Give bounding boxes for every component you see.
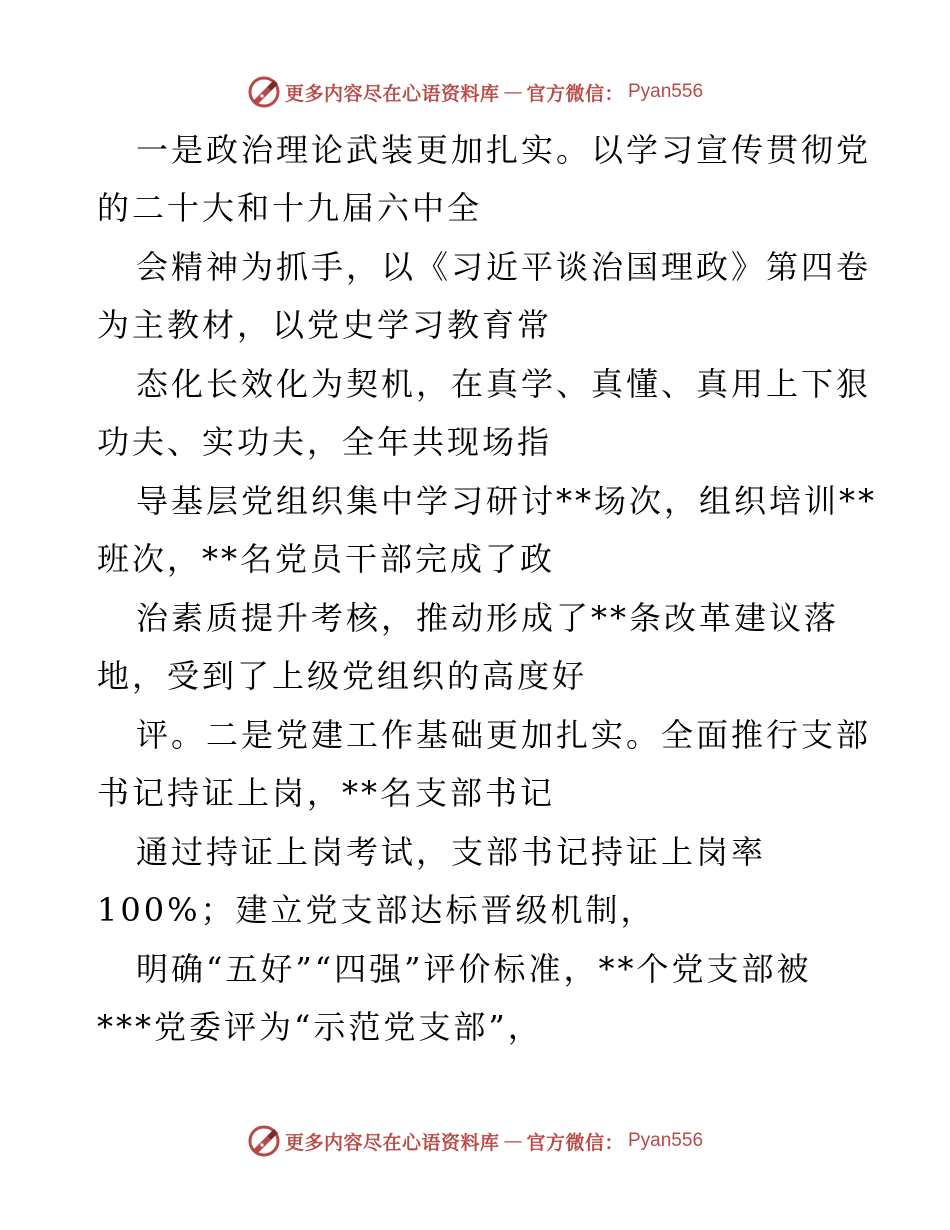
body-line: 会精神为抓手，以《习近平谈治国理政》第四卷 [136, 248, 872, 286]
body-line: 通过持证上岗考试，支部书记持证上岗率 [136, 833, 767, 871]
body-line: 班次，**名党员干部完成了政 [97, 540, 556, 578]
body-line: 的二十大和十九届六中全 [97, 189, 483, 227]
body-line: 态化长效化为契机，在真学、真懂、真用上下狠 [136, 365, 872, 403]
brand-text: 更多内容尽在心语资料库 [284, 1131, 500, 1154]
body-line: 为主教材，以党史学习教育常 [97, 306, 553, 344]
brand-text: 更多内容尽在心语资料库 [284, 82, 500, 105]
pen-nib-circle-logo-icon [247, 75, 281, 109]
body-line: 书记持证上岗，**名支部书记 [97, 774, 556, 812]
banner-separator: — [503, 1130, 523, 1152]
body-line: 地，受到了上级党组织的高度好 [97, 657, 588, 695]
body-line: 治素质提升考核，推动形成了**条改革建议落 [136, 599, 840, 637]
body-line: 明确“五好”“四强”评价标准，**个党支部被 [136, 950, 812, 988]
body-line: 功夫、实功夫，全年共现场指 [97, 423, 553, 461]
wechat-id: Pyan556 [628, 81, 704, 102]
body-line: 100%；建立党支部达标晋级机制， [97, 891, 656, 929]
wechat-label: 官方微信： [526, 82, 624, 105]
banner-separator: — [503, 81, 523, 103]
body-line: 评。二是党建工作基础更加扎实。全面推行支部 [136, 716, 872, 754]
body-line: 一是政治理论武装更加扎实。以学习宣传贯彻党 [136, 131, 872, 169]
wechat-label: 官方微信： [526, 1131, 624, 1154]
footer-watermark-banner [0, 1121, 950, 1161]
pen-nib-circle-logo-icon [247, 1124, 281, 1158]
body-line: 导基层党组织集中学习研讨**场次，组织培训** [136, 482, 878, 520]
wechat-id: Pyan556 [628, 1130, 704, 1151]
header-watermark-banner [0, 72, 950, 112]
body-line: ***党委评为“示范党支部”， [97, 1008, 543, 1046]
